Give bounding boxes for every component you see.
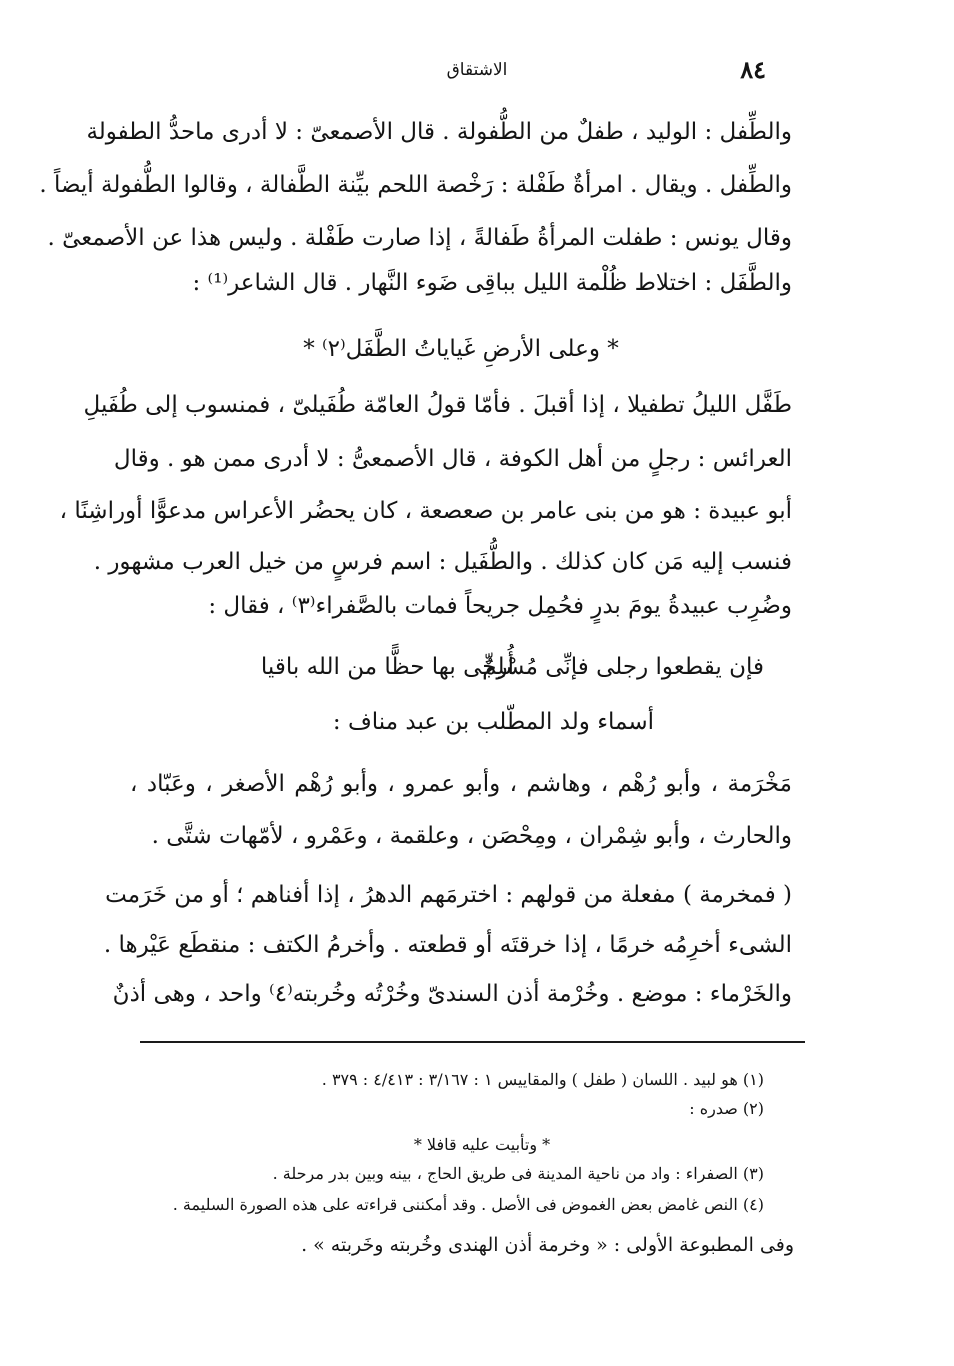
footnote: وفى المطبوعة الأولى : « وخرمة أذن الهندى وخُربته وخَربته » .: [301, 1234, 794, 1256]
names-line: مَخْرَمة ، وأبو رُهْم ، وهاشم ، وأبو عمرو ، وأبو رُهْم الأصغر ، وعَبّاد ،: [130, 771, 792, 797]
body-line: أبو عبيدة : هو من بنى عامر بن صعصعة ، كان يحضُر الأعراس مدعوًّا أوراشِنًا ،: [59, 498, 792, 524]
etymology-line: الشىء أخرِمُه خرمًا ، إذا خرقتَه أو قطعته . وأخرمُ الكتف : منقطَع عَيْرها .: [103, 932, 792, 958]
footnote-verse: * وتأبيت عليه قافلا *: [413, 1135, 551, 1154]
quoted-verse-line: * وعلى الأرضِ غَياياتُ الطَّفَل⁽٢⁾ *: [303, 336, 619, 362]
body-line: العرائس : رجلٍ من أهل الكوفة ، قال الأصمعىُّ : لا أدرى ممن هو . وقال: [113, 446, 792, 472]
footnote: (١) هو لبيد . اللسان ( طفل ) والمقاييس ١ : ٣/١٦٧ : ٤/٤١٣ : ٣٧٩ .: [321, 1070, 764, 1089]
section-heading: أسماء ولد المطّلب بن عبد مناف :: [332, 709, 654, 735]
verse-right-hemistich: فإن يقطعوا رجلى فإنِّى مُسْلِمٌ: [482, 654, 764, 680]
etymology-line: ( فمخرمة ) مفعلة من قولهم : اخترمَهم الدهرُ ، إذا أفناهم ؛ أو من خَرَمت: [105, 882, 792, 908]
footnote-divider: [140, 1041, 805, 1043]
body-line: والطِّفل . ويقال . امرأةٌ طَفْلة : رَخْصة اللحم بيِّنة الطَّفالة ، وقالوا الطُّفولة أيضاً .: [39, 172, 792, 198]
footnote: (٤) النص غامض بعض الغموض فى الأصل . وقد أمكننى قراءته على هذه الصورة السليمة .: [172, 1195, 764, 1214]
footnote: (٣) الصفراء : واد من ناحية المدينة فى طريق الحاج ، بينه وبين بدر مرحلة .: [272, 1164, 764, 1183]
footnote: (٢) صدره :: [689, 1099, 764, 1118]
body-line: طَفَّل الليلُ تطفيلا ، إذا أقبلَ . فأمّا قولُ العامّة طُفَيلىّ ، فمنسوب إلى طُفَيلِ: [83, 392, 792, 418]
page-number: ٨٤: [740, 55, 766, 84]
body-line: فنسب إليه مَن كان كذلك . والطُّفَيل : اسم فرسٍ من خيل العرب مشهور .: [93, 549, 792, 575]
body-line: وضُرِب عبيدةُ يومَ بدرٍ فحُمِل جريحاً فمات بالصَّفراء⁽٣⁾ ، فقال :: [208, 593, 792, 619]
body-line: وقال يونس : طفلت المرأةُ طَفالةً ، إذا صارت طَفْلة . وليس هذا عن الأصمعىّ .: [47, 225, 792, 251]
etymology-line: والخَرْماء : موضع . وخُرْمة أذن السندىّ وخُرْتُه وخُربته⁽٤⁾ واحد ، وهى أذنٌ: [112, 981, 792, 1007]
verse-left-hemistich: أُرجِّى بها حظًّا من الله باقيا: [260, 654, 514, 680]
running-header-title: الاشتقاق: [446, 60, 508, 80]
body-line: والطِّفل : الوليد ، طفلٌ من الطُّفولة . قال الأصمعىّ : لا أدرى ماحدُّ الطفولة: [86, 119, 792, 145]
names-line: والحارث ، وأبو شِمْران ، ومِحْصَن ، وعلقمة ، وعَمْرو ، لأمّهات شتَّى .: [151, 823, 792, 849]
body-line: والطَّفَل : اختلاط ظُلْمة الليل بباقِى ضَوء النَّهار . قال الشاعر⁽¹⁾ :: [192, 270, 792, 296]
